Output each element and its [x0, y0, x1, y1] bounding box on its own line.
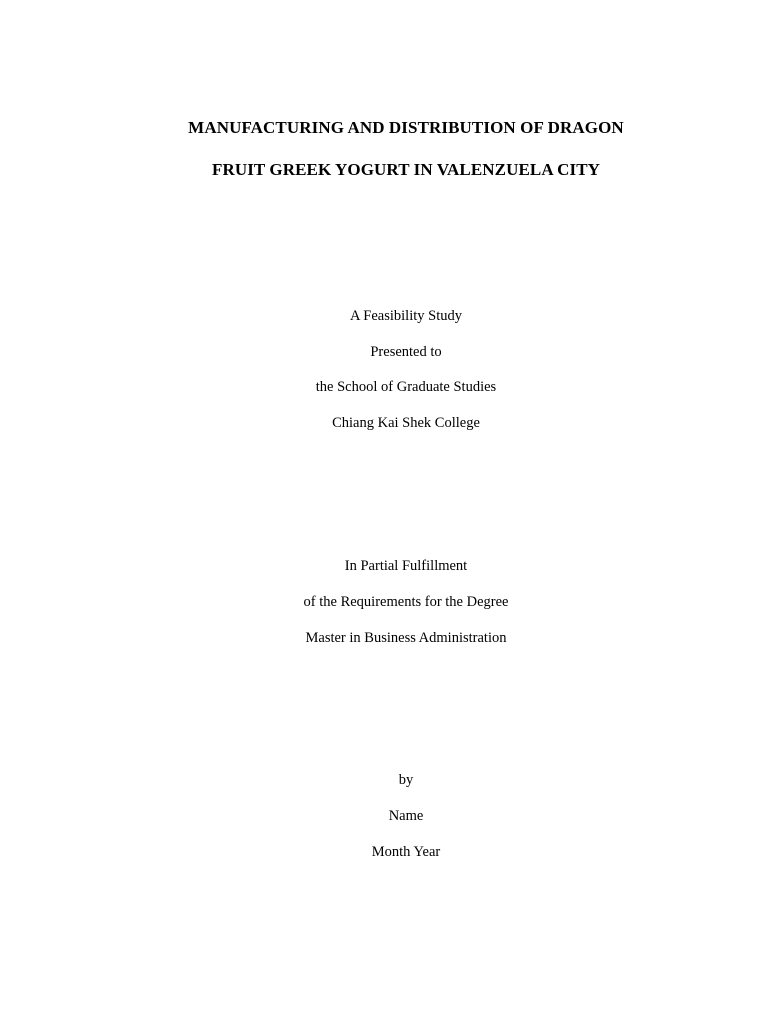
title-line-2: FRUIT GREEK YOGURT IN VALENZUELA CITY — [211, 160, 601, 179]
by-label: by — [398, 772, 414, 788]
author-name: Name — [388, 808, 424, 824]
school-name: the School of Graduate Studies — [315, 379, 497, 395]
partial-fulfillment: In Partial Fulfillment — [344, 558, 468, 574]
college-name: Chiang Kai Shek College — [332, 415, 480, 431]
study-type: A Feasibility Study — [350, 308, 462, 324]
requirements-line: of the Requirements for the Degree — [303, 594, 509, 610]
degree-name: Master in Business Administration — [305, 630, 507, 646]
presented-to: Presented to — [370, 344, 442, 360]
submission-date: Month Year — [371, 844, 441, 860]
title-line-1: MANUFACTURING AND DISTRIBUTION OF DRAGON — [188, 118, 624, 137]
